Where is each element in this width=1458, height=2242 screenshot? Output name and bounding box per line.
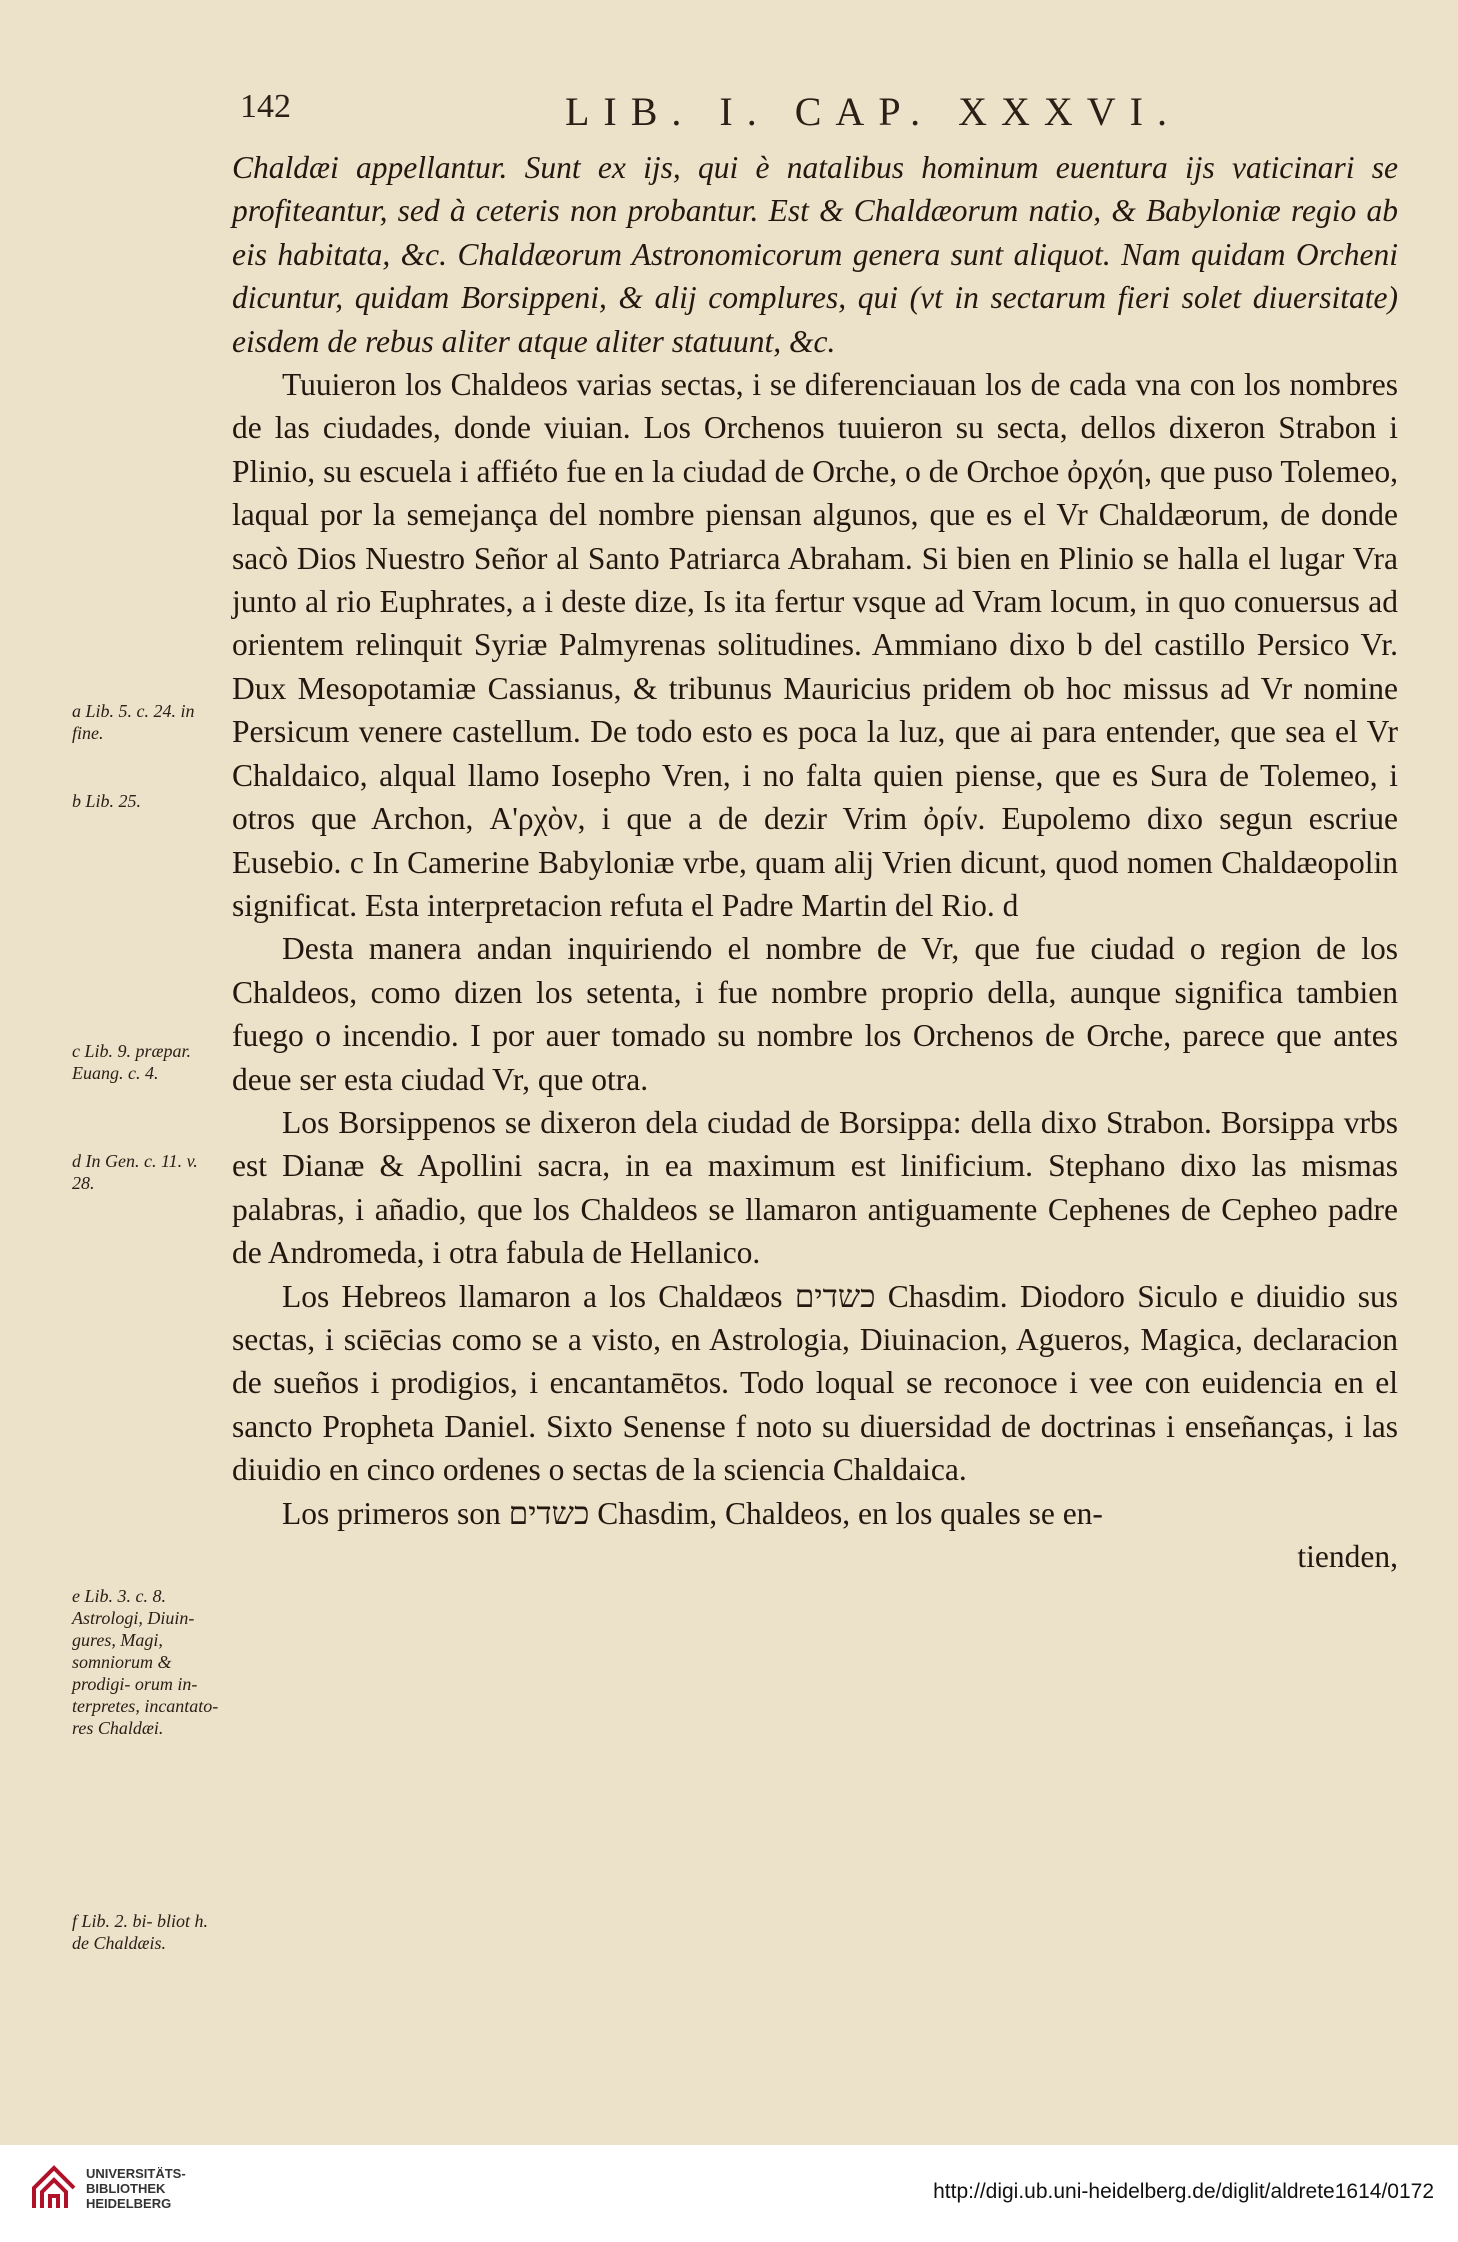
page-header (210, 88, 1400, 138)
paragraph-chaldean-sects: Tuuieron los Chaldeos varias sectas, i se diferenciauan los de cada vna con los nombres de las ciudades, donde viuian. Los Orchenos tuuieron su secta, dellos dixeron Strabon i Plinio, su escuela i affiéto fue en la ciudad de Orche, o de Orchoe ὀρχόη, que puso Tolemeo, laqual por la semejança del nombre piensan algunos, que es el Vr Chaldæorum, de donde sacò Dios Nuestro Señor al Santo Patriarca Abraham. Si bien en Plinio se halla el lugar Vra junto al rio Euphrates, a i deste dize, Is ita fertur vsque ad Vram locum, in quo conuersus ad orientem relinquit Syriæ Palmyrenas solitudines. Ammiano dixo b del castillo Persico Vr. Dux Mesopotamiæ Cassianus, & tribunus Mauricius pridem ob hoc missus ad Vr nomine Persicum venere castellum. De todo esto es poca la luz, que ai para entender, que sea el Vr Chaldaico, alqual llamo Iosepho Vren, i no falta quien piense, que es Sura de Tolemeo, i otros que Archon, Α'ρχὸν, i que a de dezir Vrim ὀρίν. Eupolemo dixo segun escriue Eusebio. c In Camerine Babyloniæ vrbe, quam alij Vrien dicunt, quod nomen Chaldæopolin significat. Esta interpretacion refuta el Padre Martin del Rio. d (232, 367, 1398, 923)
catchword: tienden, (1297, 1539, 1398, 1574)
institution-name: UNIVERSITÄTS- BIBLIOTHEK HEIDELBERG (86, 2166, 186, 2211)
paragraph-borsippenos: Los Borsippenos se dixeron dela ciudad de Borsippa: della dixo Strabon. Borsippa vrbs est Dianæ & Apollini sacra, in ea maximum est linificium. Stephano dixo las mismas palabras, i añadio, que los Chaldeos se llamaron antiguamente Cephenes de Cepheo padre de Andromeda, i otra fabula de Hellanico. (232, 1104, 1398, 1271)
paragraph-chasdim: Los primeros son כשדים Chasdim, Chaldeos, en los quales se en- (282, 1495, 1103, 1531)
margin-note-b: b Lib. 25. (72, 791, 142, 811)
main-text (232, 146, 1398, 1578)
margin-note-d: d In Gen. c. 11. v. 28. (72, 1151, 198, 1193)
latin-quotation: Chaldæi appellantur. Sunt ex ijs, qui è natalibus hominum euentura ijs vaticinari se profiteantur, sed à ceteris non probantur. Est & Chaldæorum natio, & Babyloniæ regio ab eis habitata, &c. Chaldæorum Astronomicorum genera sunt aliquot. Nam quidam Orcheni dicuntur, quidam Borsippeni, & alij complures, qui (vt in sectarum fieri solet diuersitate) eisdem de rebus aliter atque aliter statuunt, &c. (232, 150, 1398, 359)
margin-note-c: c Lib. 9. præpar. Euang. c. 4. (72, 1041, 192, 1083)
university-logo-icon (28, 2162, 78, 2214)
margin-note-e: e Lib. 3. c. 8. Astrologi, Diuin- gures, Magi, somniorum & prodigi- orum in- terpretes, incantato- res Chaldæi. (72, 1586, 219, 1738)
page-number: 142 (240, 88, 291, 125)
margin-note-f: f Lib. 2. bi- bliot h. de Chaldæis. (72, 1911, 209, 1953)
margin-note-a: a Lib. 5. c. 24. in fine. (72, 701, 195, 743)
paragraph-hebrews: Los Hebreos llamaron a los Chaldæos כשדים Chasdim. Diodoro Siculo e diuidio sus sectas, i sciēcias como se a visto, en Astrologia, Diuinacion, Agueros, Magica, declaracion de sueños i prodigios, i encantamētos. Todo loqual se reconoce i vee con euidencia en el sancto Propheta Daniel. Sixto Senense f noto su diuersidad de doctrinas i enseñanças, i las diuidio en cinco ordenes o sectas de la sciencia Chaldaica. (232, 1278, 1398, 1488)
paragraph-name-of-ur: Desta manera andan inquiriendo el nombre de Vr, que fue ciudad o region de los Chaldeos, como dizen los setenta, i fue nombre proprio della, aunque significa tambien fuego o incendio. I por auer tomado su nombre los Orchenos de Orche, parece que antes deue ser esta ciudad Vr, que otra. (232, 931, 1398, 1097)
running-head: LIB. I. CAP. XXXVI. (565, 89, 1181, 134)
source-url[interactable]: http://digi.ub.uni-heidelberg.de/diglit/aldrete1614/0172 (933, 2180, 1434, 2203)
